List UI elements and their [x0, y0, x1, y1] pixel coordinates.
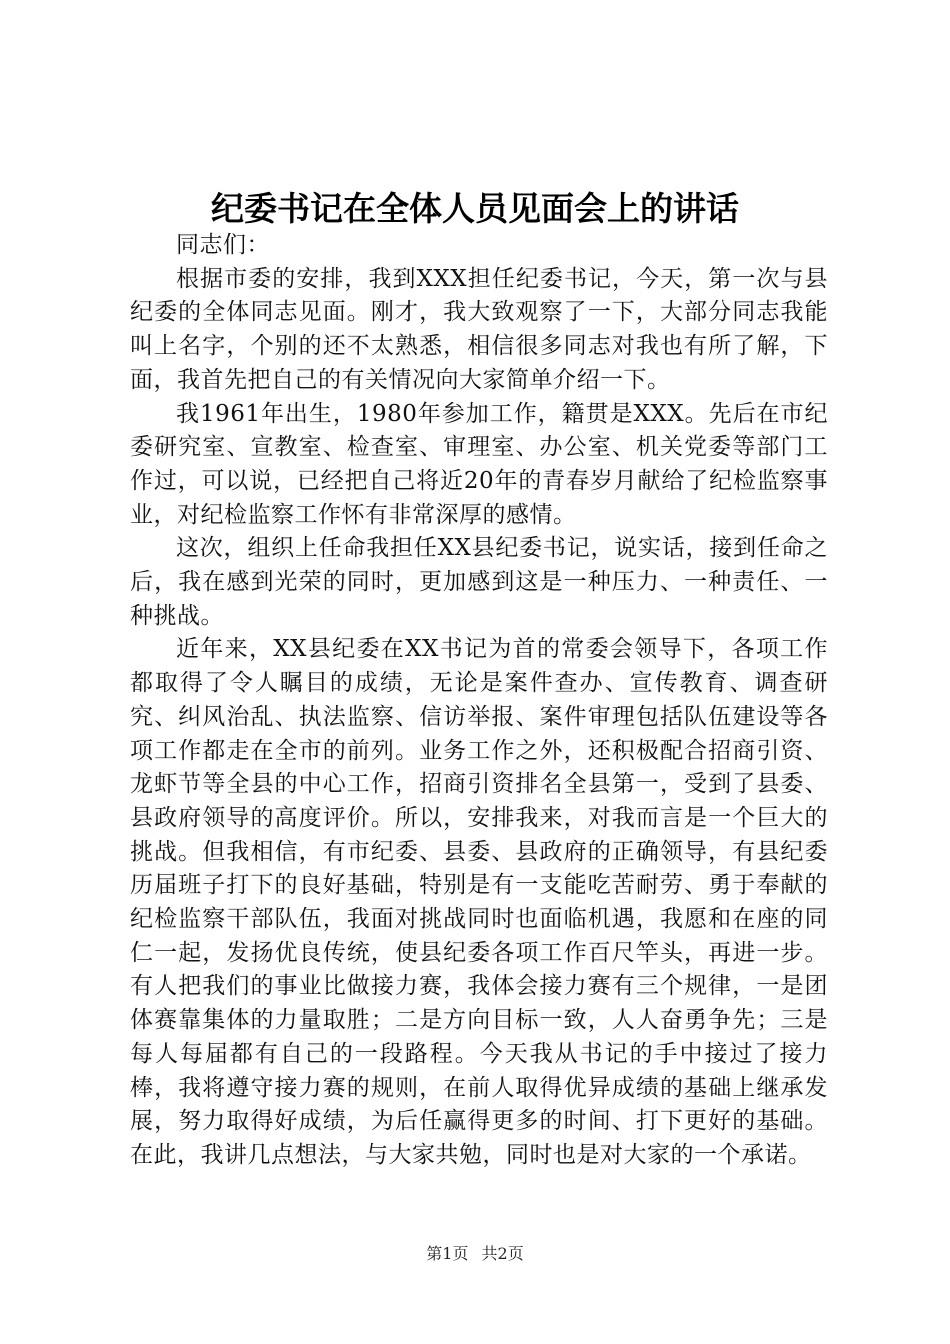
document-body: [130, 229, 828, 1173]
page-number-current: 第1页: [426, 1244, 469, 1263]
body-paragraph: 根据市委的安排，我到XXX担任纪委书记，今天，第一次与县纪委的全体同志见面。刚才，我大致观察了一下，大部分同志我能叫上名字，个别的还不太熟悉，相信很多同志对我也有所了解，下面，我首先把自己的有关情况向大家简单介绍一下。: [130, 265, 828, 393]
salutation-paragraph: 同志们：: [176, 232, 270, 258]
body-paragraph: 近年来，XX县纪委在XX书记为首的常委会领导下，各项工作都取得了令人瞩目的成绩，无论是案件查办、宣传教育、调查研究、纠风治乱、执法监察、信访举报、案件审理包括队伍建设等各项工作都走在全市的前列。业务工作之外，还积极配合招商引资、龙虾节等全县的中心工作，招商引资排名全县第一，受到了县委、县政府领导的高度评价。所以，安排我来，对我而言是一个巨大的挑战。但我相信，有市纪委、县委、县政府的正确领导，有县纪委历届班子打下的良好基础，特别是有一支能吃苦耐劳、勇于奉献的纪检监察干部队伍，我面对挑战同时也面临机遇，我愿和在座的同仁一起，发扬优良传统，使县纪委各项工作百尺竿头，再进一步。有人把我们的事业比做接力赛，我体会接力赛有三个规律，一是团体赛靠集体的力量取胜；二是方向目标一致，人人奋勇争先；三是每人每届都有自己的一段路程。今天我从书记的手中接过了接力棒，我将遵守接力赛的规则，在前人取得优异成绩的基础上继承发展，努力取得好成绩，为后任赢得更多的时间、打下更好的基础。在此，我讲几点想法，与大家共勉，同时也是对大家的一个承诺。: [130, 636, 828, 1168]
page-footer: [0, 1242, 950, 1266]
document-title: 纪委书记在全体人员见面会上的讲话: [211, 189, 739, 228]
body-paragraph: 我1961年出生，1980年参加工作，籍贯是XXX。先后在市纪委研究室、宣教室、检查室、审理室、办公室、机关党委等部门工作过，可以说，已经把自己将近20年的青春岁月献给了纪检监察事业，对纪检监察工作怀有非常深厚的感情。: [130, 400, 828, 528]
page-number-total: 共2页: [481, 1244, 524, 1263]
body-paragraph: 这次，组织上任命我担任XX县纪委书记，说实话，接到任命之后，我在感到光荣的同时，更加感到这是一种压力、一种责任、一种挑战。: [130, 535, 828, 629]
